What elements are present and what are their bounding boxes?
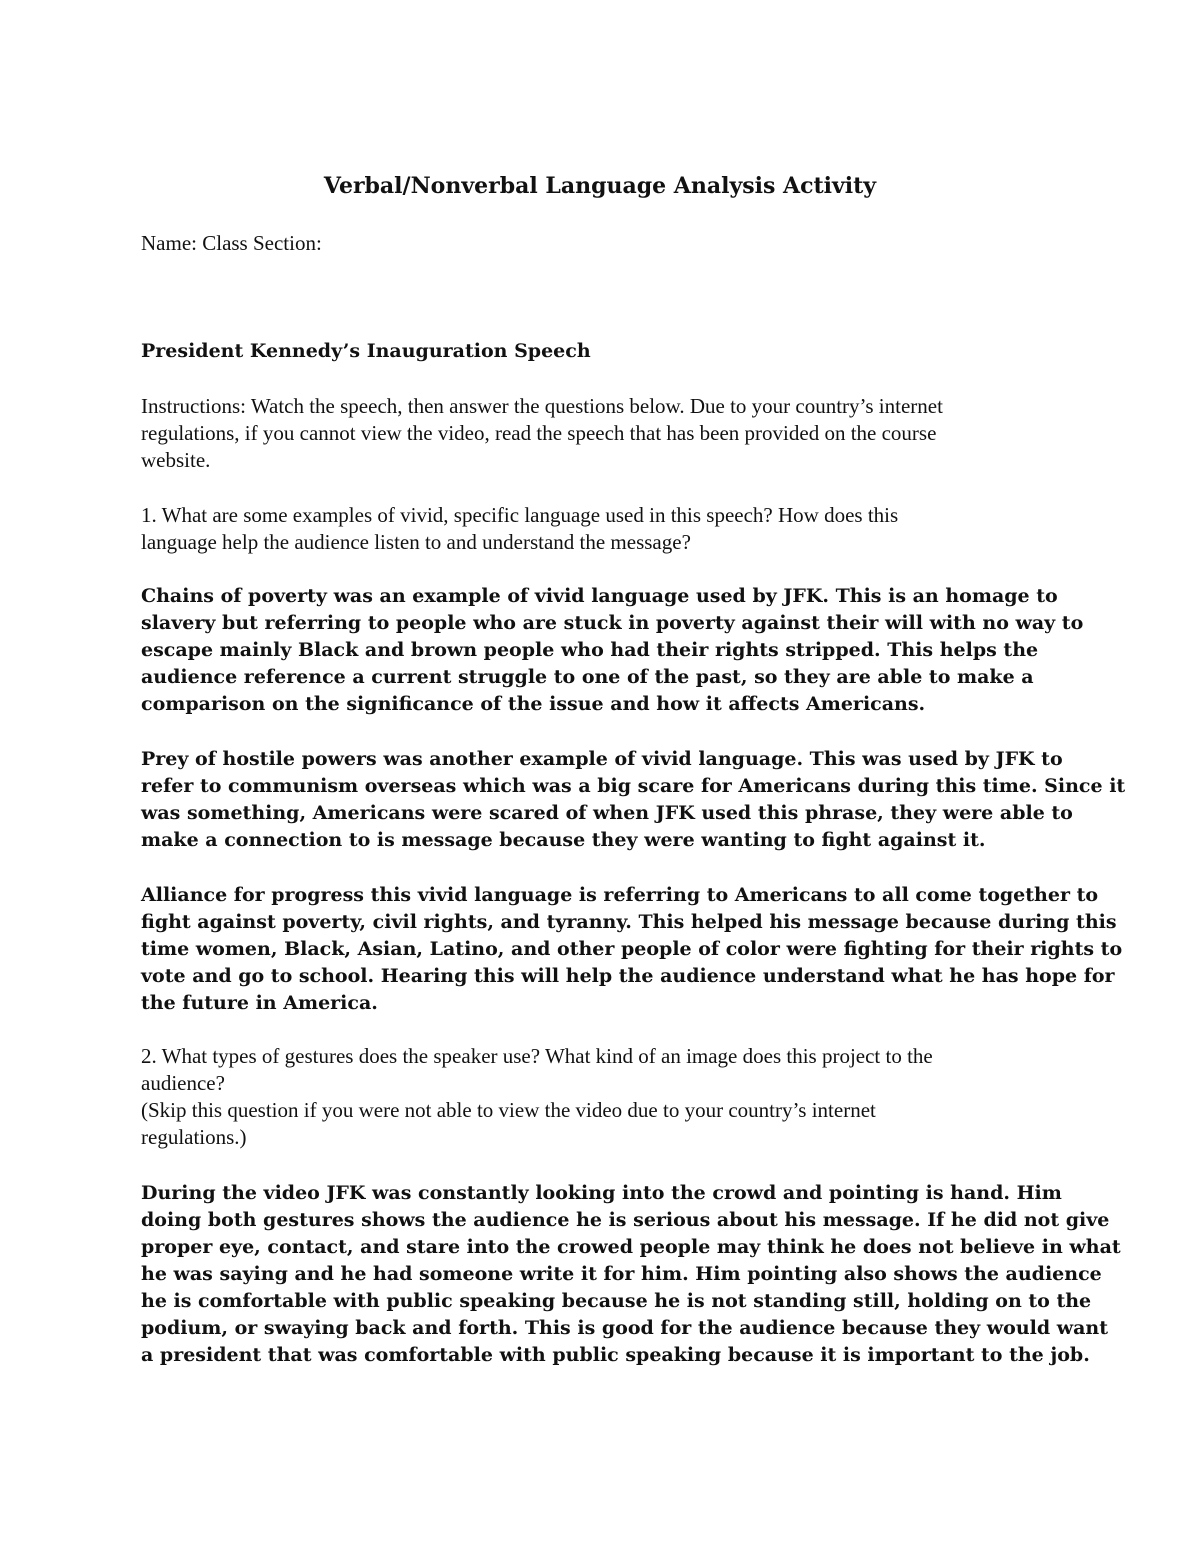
answer-line: time women, Black, Asian, Latino, and other people of color were fighting for their rights to xyxy=(141,938,1123,960)
question-2 xyxy=(141,1043,1071,1151)
instructions-paragraph xyxy=(141,393,1071,474)
answer-line: he is comfortable with public speaking because he is not standing still, holding on to the xyxy=(141,1290,1092,1312)
answer-line: escape mainly Black and brown people who had their rights stripped. This helps the xyxy=(141,639,1039,661)
question-line: regulations.) xyxy=(141,1125,247,1149)
question-line: (Skip this question if you were not able to view the video due to your country’s internet xyxy=(141,1098,876,1122)
question-line: audience? xyxy=(141,1071,225,1095)
answer-line: the future in America. xyxy=(141,992,378,1014)
answer-line: Prey of hostile powers was another example of vivid language. This was used by JFK to xyxy=(141,748,1063,770)
document-title: Verbal/Nonverbal Language Analysis Activity xyxy=(323,173,877,199)
question-line: 2. What types of gestures does the speaker use? What kind of an image does this project to the xyxy=(141,1044,933,1068)
answer-1-paragraph-2 xyxy=(141,746,1126,854)
answer-1-paragraph-1 xyxy=(141,583,1084,718)
answer-1-paragraph-3 xyxy=(141,882,1123,1017)
answer-line: vote and go to school. Hearing this will help the audience understand what he has hope for xyxy=(141,965,1115,987)
answer-line: was something, Americans were scared of when JFK used this phrase, they were able to xyxy=(141,802,1073,824)
instructions-line: Instructions: Watch the speech, then answer the questions below. Due to your country’s internet xyxy=(141,394,943,418)
answer-line: Alliance for progress this vivid language is referring to Americans to all come together to xyxy=(141,884,1099,906)
answer-line: doing both gestures shows the audience he is serious about his message. If he did not give xyxy=(141,1209,1110,1231)
name-class-section-line: Name: Class Section: xyxy=(141,231,322,255)
question-line: 1. What are some examples of vivid, specific language used in this speech? How does this xyxy=(141,503,899,527)
answer-line: podium, or swaying back and forth. This is good for the audience because they would want xyxy=(141,1317,1109,1339)
answer-line: make a connection to is message because they were wanting to fight against it. xyxy=(141,829,986,851)
answer-line: refer to communism overseas which was a big scare for Americans during this time. Since it xyxy=(141,775,1126,797)
answer-line: Chains of poverty was an example of vivid language used by JFK. This is an homage to xyxy=(141,585,1058,607)
instructions-line: regulations, if you cannot view the video, read the speech that has been provided on the course xyxy=(141,421,937,445)
answer-2-paragraph xyxy=(141,1180,1121,1369)
answer-line: proper eye, contact, and stare into the crowed people may think he does not believe in what xyxy=(141,1236,1121,1258)
answer-line: audience reference a current struggle to one of the past, so they are able to make a xyxy=(141,666,1034,688)
section-heading: President Kennedy’s Inauguration Speech xyxy=(141,340,591,362)
answer-line: a president that was comfortable with public speaking because it is important to the job. xyxy=(141,1344,1090,1366)
instructions-line: website. xyxy=(141,448,211,472)
answer-line: comparison on the significance of the issue and how it affects Americans. xyxy=(141,693,926,715)
answer-line: he was saying and he had someone write it for him. Him pointing also shows the audience xyxy=(141,1263,1102,1285)
answer-line: fight against poverty, civil rights, and tyranny. This helped his message because during this xyxy=(141,911,1117,933)
question-line: language help the audience listen to and understand the message? xyxy=(141,530,691,554)
answer-line: slavery but referring to people who are stuck in poverty against their will with no way to xyxy=(141,612,1084,634)
question-1 xyxy=(141,502,1071,556)
answer-line: During the video JFK was constantly looking into the crowd and pointing is hand. Him xyxy=(141,1182,1062,1204)
